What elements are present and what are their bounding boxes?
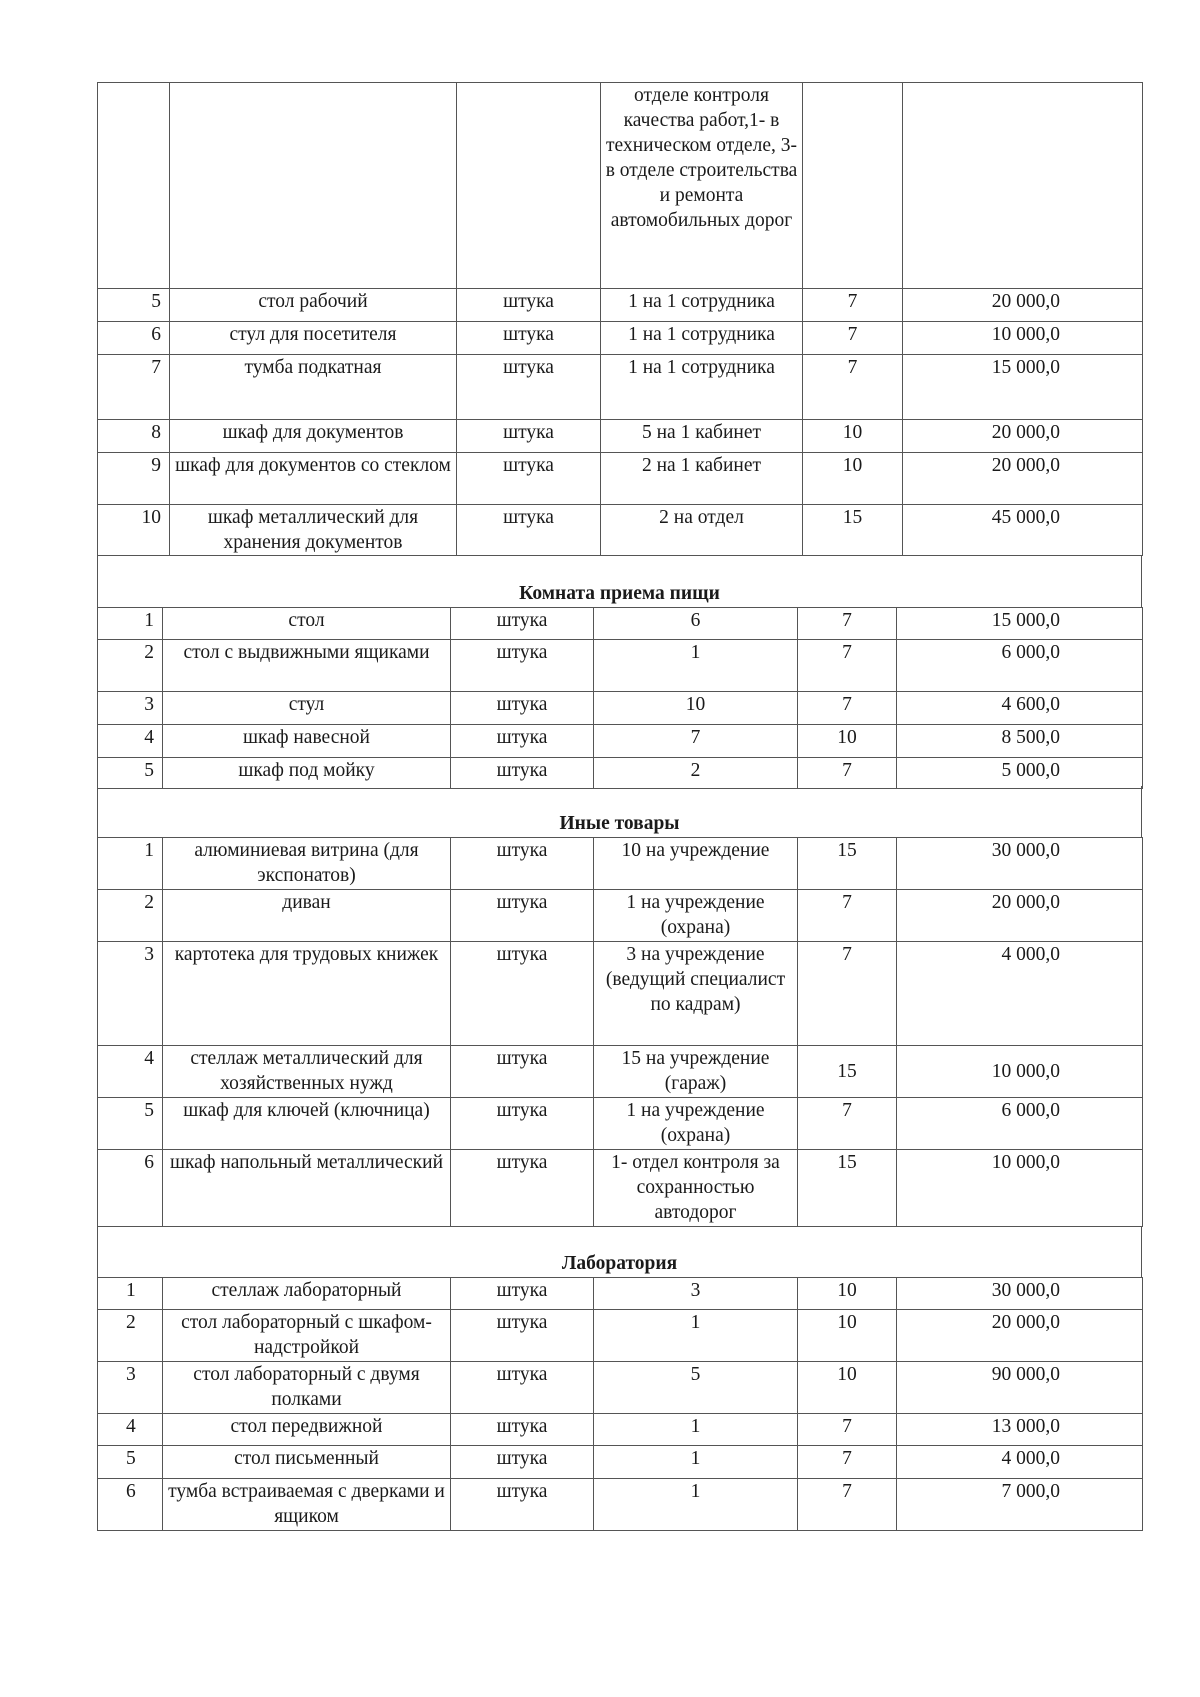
cell-name: стол (163, 608, 451, 640)
table-row (98, 838, 1143, 890)
cell-price: 20 000,0 (897, 890, 1143, 942)
cell-unit: штука (451, 1278, 594, 1310)
cell-num: 9 (98, 453, 170, 505)
cell-norm: 1 (594, 640, 798, 692)
cell-num: 5 (98, 1446, 163, 1479)
cell-price: 4 600,0 (897, 692, 1143, 725)
cell-years: 7 (798, 640, 897, 692)
cell-norm: 5 на 1 кабинет (601, 420, 803, 453)
cell-name: стол лабораторный с шкафом-надстройкой (163, 1310, 451, 1362)
cell-name: диван (163, 890, 451, 942)
cell-num: 8 (98, 420, 170, 453)
cell-norm: 1 (594, 1310, 798, 1362)
cell-norm: 3 (594, 1278, 798, 1310)
cell-name: шкаф для документов со стеклом (170, 453, 457, 505)
cell-name: тумба встраиваемая с дверками и ящиком (163, 1479, 451, 1531)
table-row (98, 322, 1143, 355)
table-row (98, 1446, 1143, 1479)
cell-years: 7 (798, 1098, 897, 1150)
cell-price: 10 000,0 (897, 1150, 1143, 1227)
section-title: Комната приема пищи (519, 583, 720, 604)
cell-unit: штука (457, 420, 601, 453)
cell-unit: штука (457, 453, 601, 505)
cell-unit: штука (451, 890, 594, 942)
cell-norm: 1- отдел контроля за сохранностью автодорог (594, 1150, 798, 1227)
cell-num: 4 (98, 1046, 163, 1098)
cell-norm: 1 (594, 1414, 798, 1446)
table-row (98, 1278, 1143, 1310)
cell-price: 10 000,0 (903, 322, 1143, 355)
cell-years: 15 (798, 1046, 897, 1098)
cell-name: алюминиевая витрина (для экспонатов) (163, 838, 451, 890)
cell-num: 1 (98, 838, 163, 890)
cell-years: 15 (803, 505, 903, 556)
cell-norm: 1 на 1 сотрудника (601, 355, 803, 420)
table-row (98, 289, 1143, 322)
cell-num: 2 (98, 640, 163, 692)
cell-num: 6 (98, 1479, 163, 1531)
cell-years: 7 (798, 1446, 897, 1479)
cell-norm: 1 на учреждение (охрана) (594, 1098, 798, 1150)
cell-norm: 1 (594, 1479, 798, 1531)
cell-price: 30 000,0 (897, 838, 1143, 890)
cell-norm: 10 на учреждение (594, 838, 798, 890)
cell-norm: 1 на учреждение (охрана) (594, 890, 798, 942)
cell-unit: штука (457, 355, 601, 420)
cell-name: стол с выдвижными ящиками (163, 640, 451, 692)
cell-unit: штука (451, 758, 594, 789)
table-row (98, 1098, 1143, 1150)
table-row (98, 1310, 1143, 1362)
cell-price: 4 000,0 (897, 1446, 1143, 1479)
cell-years: 7 (798, 692, 897, 725)
cell-num: 6 (98, 322, 170, 355)
table-row (98, 1150, 1143, 1227)
cell-num: 3 (98, 692, 163, 725)
cell-price: 20 000,0 (903, 420, 1143, 453)
cell-unit: штука (451, 1362, 594, 1414)
cell-years: 10 (798, 725, 897, 758)
cell-years: 10 (798, 1278, 897, 1310)
cell-norm: 15 на учреждение (гараж) (594, 1046, 798, 1098)
cell-price: 7 000,0 (897, 1479, 1143, 1531)
cell-years: 7 (798, 1479, 897, 1531)
cell-years: 7 (798, 890, 897, 942)
cell-name: стол рабочий (170, 289, 457, 322)
cell-num: 5 (98, 289, 170, 322)
cell-unit: штука (451, 1446, 594, 1479)
table-row (98, 890, 1143, 942)
cell-norm: 10 (594, 692, 798, 725)
cell-unit: штука (451, 838, 594, 890)
furniture-table-office (97, 82, 1143, 556)
cell-price: 6 000,0 (897, 1098, 1143, 1150)
table-row (98, 608, 1143, 640)
cell-num: 5 (98, 1098, 163, 1150)
cell-norm: 2 (594, 758, 798, 789)
table-row (98, 453, 1143, 505)
table-row (98, 1414, 1143, 1446)
cell-price: 8 500,0 (897, 725, 1143, 758)
cell-unit: штука (451, 1046, 594, 1098)
cell-price: 10 000,0 (897, 1046, 1143, 1098)
cell-years: 7 (798, 608, 897, 640)
table-row (98, 1479, 1143, 1531)
table-row (98, 1046, 1143, 1098)
table-row-continued (98, 83, 1143, 289)
cell-num: 2 (98, 890, 163, 942)
cell-price: 4 000,0 (897, 942, 1143, 1046)
cell-unit: штука (451, 1479, 594, 1531)
section-header-other-goods (97, 786, 1142, 837)
cell-norm: 5 (594, 1362, 798, 1414)
cell-unit: штука (451, 608, 594, 640)
cell-num: 4 (98, 1414, 163, 1446)
cell-years: 7 (798, 758, 897, 789)
cell-norm: 7 (594, 725, 798, 758)
cell-years: 10 (803, 420, 903, 453)
cell-num: 3 (98, 1362, 163, 1414)
cell-price: 5 000,0 (897, 758, 1143, 789)
section-header-dining-room (97, 555, 1142, 607)
cell-name: стол письменный (163, 1446, 451, 1479)
cell-price: 15 000,0 (897, 608, 1143, 640)
cell-num: 1 (98, 1278, 163, 1310)
cell-norm: 6 (594, 608, 798, 640)
cell-name (170, 83, 457, 289)
table-row (98, 420, 1143, 453)
cell-name: шкаф металлический для хранения документов (170, 505, 457, 556)
cell-price: 90 000,0 (897, 1362, 1143, 1414)
cell-num: 1 (98, 608, 163, 640)
table-row (98, 640, 1143, 692)
cell-unit (457, 83, 601, 289)
table-row (98, 725, 1143, 758)
cell-years: 7 (798, 1414, 897, 1446)
cell-unit: штука (451, 725, 594, 758)
cell-name: шкаф напольный металлический (163, 1150, 451, 1227)
table-row (98, 1362, 1143, 1414)
cell-price: 20 000,0 (903, 453, 1143, 505)
cell-num: 5 (98, 758, 163, 789)
cell-price: 20 000,0 (897, 1310, 1143, 1362)
cell-num: 3 (98, 942, 163, 1046)
cell-name: шкаф для ключей (ключница) (163, 1098, 451, 1150)
cell-price: 30 000,0 (897, 1278, 1143, 1310)
cell-unit: штука (451, 942, 594, 1046)
cell-years: 7 (798, 942, 897, 1046)
cell-name: стул (163, 692, 451, 725)
furniture-table-laboratory (97, 1277, 1143, 1531)
cell-price: 15 000,0 (903, 355, 1143, 420)
cell-years: 10 (798, 1310, 897, 1362)
table-row (98, 505, 1143, 556)
cell-name: стол передвижной (163, 1414, 451, 1446)
cell-years: 7 (803, 355, 903, 420)
cell-num: 2 (98, 1310, 163, 1362)
cell-norm: 2 на отдел (601, 505, 803, 556)
cell-price: 20 000,0 (903, 289, 1143, 322)
cell-unit: штука (451, 1150, 594, 1227)
cell-name: шкаф для документов (170, 420, 457, 453)
cell-norm: отделе контроля качества работ,1- в техническом отделе, 3- в отделе строительства и ремонта автомобильных дорог (601, 83, 803, 289)
cell-years: 7 (803, 289, 903, 322)
cell-unit: штука (451, 692, 594, 725)
cell-unit: штука (457, 289, 601, 322)
cell-name: шкаф под мойку (163, 758, 451, 789)
table-row (98, 692, 1143, 725)
table-row (98, 758, 1143, 789)
cell-years: 10 (798, 1362, 897, 1414)
furniture-table-other-goods (97, 837, 1143, 1227)
cell-num (98, 83, 170, 289)
furniture-table-dining-room (97, 607, 1143, 789)
cell-unit: штука (451, 1414, 594, 1446)
cell-norm: 1 на 1 сотрудника (601, 322, 803, 355)
cell-unit: штука (451, 640, 594, 692)
cell-price (903, 83, 1143, 289)
cell-norm: 3 на учреждение (ведущий специалист по кадрам) (594, 942, 798, 1046)
cell-unit: штука (457, 322, 601, 355)
cell-price: 13 000,0 (897, 1414, 1143, 1446)
cell-name: шкаф навесной (163, 725, 451, 758)
cell-years (803, 83, 903, 289)
cell-unit: штука (451, 1098, 594, 1150)
table-row (98, 355, 1143, 420)
cell-price: 45 000,0 (903, 505, 1143, 556)
table-row (98, 942, 1143, 1046)
cell-name: тумба подкатная (170, 355, 457, 420)
cell-norm: 1 (594, 1446, 798, 1479)
cell-num: 4 (98, 725, 163, 758)
cell-years: 15 (798, 838, 897, 890)
cell-name: стеллаж металлический для хозяйственных нужд (163, 1046, 451, 1098)
section-title: Иные товары (559, 813, 680, 834)
cell-norm: 2 на 1 кабинет (601, 453, 803, 505)
cell-years: 15 (798, 1150, 897, 1227)
cell-num: 7 (98, 355, 170, 420)
cell-name: стол лабораторный с двумя полками (163, 1362, 451, 1414)
cell-name: картотека для трудовых книжек (163, 942, 451, 1046)
cell-name: стул для посетителя (170, 322, 457, 355)
section-header-laboratory (97, 1226, 1142, 1277)
cell-years: 10 (803, 453, 903, 505)
cell-num: 10 (98, 505, 170, 556)
section-title: Лаборатория (561, 1253, 678, 1274)
cell-name: стеллаж лабораторный (163, 1278, 451, 1310)
cell-years: 7 (803, 322, 903, 355)
cell-price: 6 000,0 (897, 640, 1143, 692)
cell-norm: 1 на 1 сотрудника (601, 289, 803, 322)
cell-unit: штука (451, 1310, 594, 1362)
cell-unit: штука (457, 505, 601, 556)
cell-num: 6 (98, 1150, 163, 1227)
